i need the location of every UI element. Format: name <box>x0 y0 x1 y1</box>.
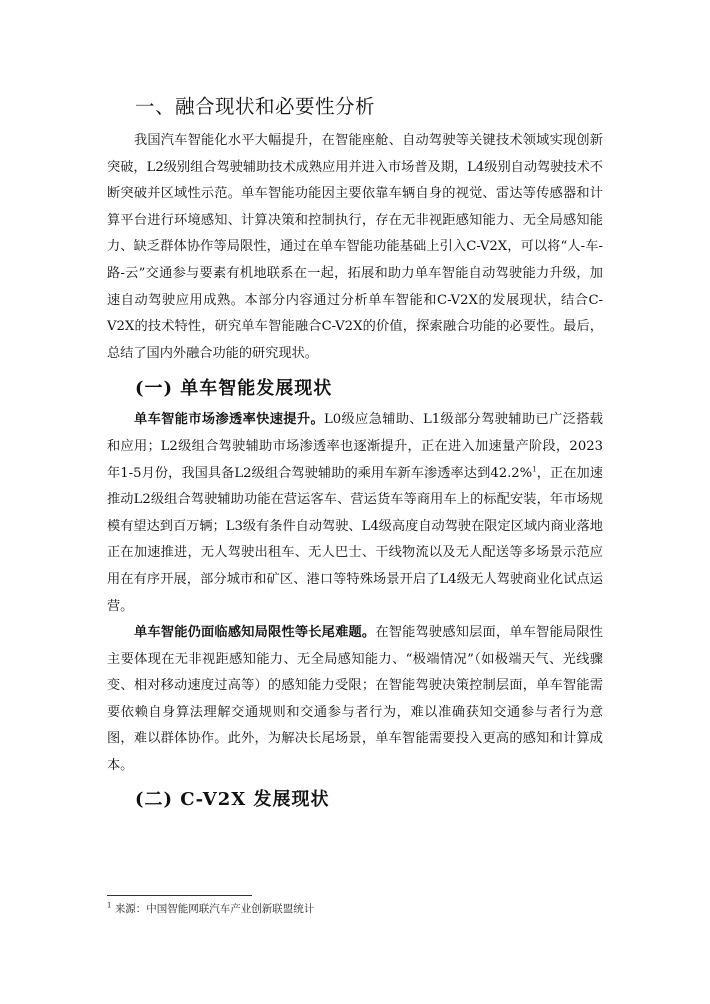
footnote-divider <box>107 895 252 896</box>
paragraph-text-perception: 在智能驾驶感知层面，单车智能局限性主要体现在无非视距感知能力、无全局感知能力、“极端情况”（如极端天气、光线骤变、相对移动速度过高等）的感知能力受限；在智能驾驶决策控制层面，单车智能需要依赖自身算法理解交通规则和交通参与者行为，难以准确获知交通参与者行为意图，难以群体协作。此外，为解决长尾场景，单车智能需要投入更高的感知和计算成本。 <box>107 625 603 774</box>
subsection-title-cv2x: (二) C-V2X 发展现状 <box>135 788 330 810</box>
paragraph-market-penetration <box>107 407 603 620</box>
subsection-title-single-vehicle: (一) 单车智能发展现状 <box>135 378 333 400</box>
paragraph-lead-perception-limits: 单车智能仍面临感知局限性等长尾难题。 <box>134 625 376 641</box>
footnote <box>107 902 603 917</box>
page-body <box>107 93 603 818</box>
paragraph-text-a: L0级应急辅助、L1级部分驾驶辅助已广泛搭载和应用；L2级组合驾驶辅助市场渗透率也逐渐提升，正在进入加速量产阶段，2023年1-5月份，我国具备L2级组合驾驶辅助的乘用车新车渗透率达到42.2% <box>107 412 603 481</box>
footnote-reference[interactable]: 1 <box>532 465 537 474</box>
footnote-text: 来源：中国智能网联汽车产业创新联盟统计 <box>114 903 315 915</box>
section-title: 一、融合现状和必要性分析 <box>135 95 376 118</box>
paragraph-text-b: ，正在加速推动L2级组合驾驶辅助功能在营运客车、营运货车等商用车上的标配安装，年市场规模有望达到百万辆；L3级有条件自动驾驶、L4级高度自动驾驶在限定区域内商业落地正在加速推进，无人驾驶出租车、无人巴士、干线物流以及无人配送等多场景示范应用在有序开展，部分城市和矿区、港口等特殊场景开启了L4级无人驾驶商业化试点运营。 <box>107 465 603 614</box>
paragraph-perception-limits <box>107 620 603 780</box>
intro-paragraph: 我国汽车智能化水平大幅提升，在智能座舱、自动驾驶等关键技术领域实现创新突破，L2级别组合驾驶辅助技术成熟应用并进入市场普及期，L4级别自动驾驶技术不断突破并区域性示范。单车智能功能因主要依靠车辆自身的视觉、雷达等传感器和计算平台进行环境感知、计算决策和控制执行，存在无非视距感知能力、无全局感知能力、缺乏群体协作等局限性，通过在单车智能功能基础上引入C-V2X，可以将“人-车-路-云”交通参与要素有机地联系在一起，拓展和助力单车智能自动驾驶能力升级，加速自动驾驶应用成熟。本部分内容通过分析单车智能和C-V2X的发展现状，结合C-V2X的技术特性，研究单车智能融合C-V2X的价值，探索融合功能的必要性。最后，总结了国内外融合功能的研究现状。 <box>107 133 603 361</box>
footnote-marker: 1 <box>107 901 112 910</box>
paragraph-lead-market-penetration: 单车智能市场渗透率快速提升。 <box>134 412 325 428</box>
